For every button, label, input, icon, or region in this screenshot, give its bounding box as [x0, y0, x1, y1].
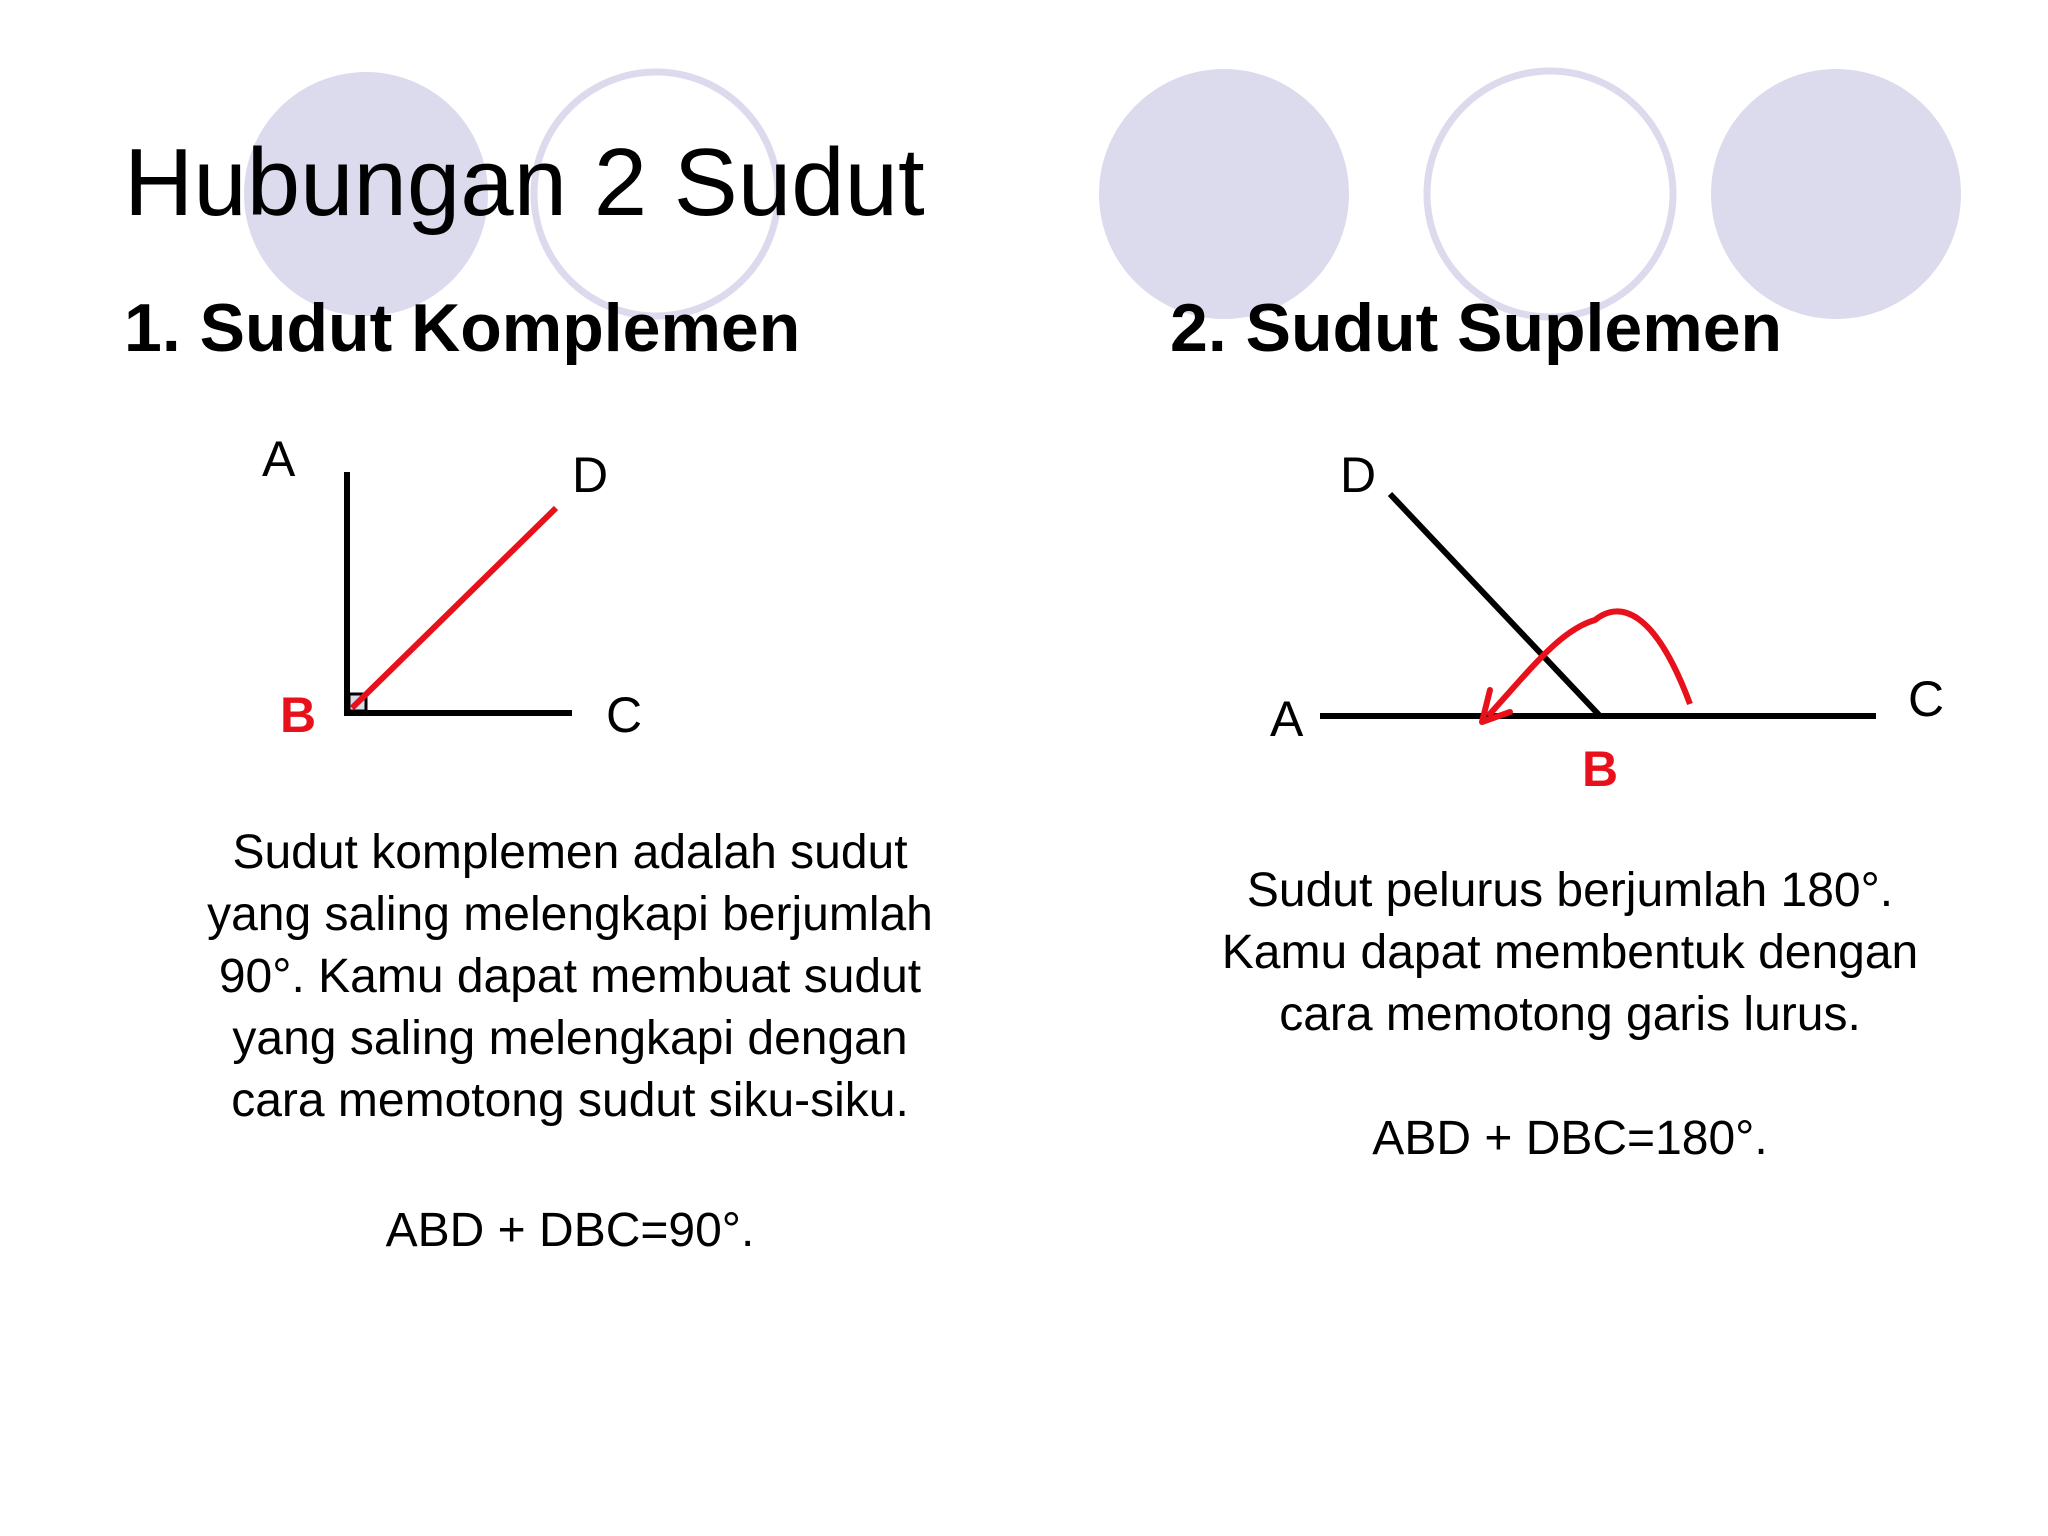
komplemen-diagram — [262, 431, 642, 743]
label-b: B — [280, 687, 317, 743]
komplemen-formula: ABD + DBC=90°. — [385, 1204, 755, 1257]
label-d: D — [572, 447, 609, 503]
ray-bd — [1390, 494, 1600, 716]
heading-sudut-komplemen: 1. Sudut Komplemen — [124, 290, 801, 366]
label-b: B — [1582, 741, 1619, 797]
label-c: C — [1908, 671, 1945, 727]
label-d: D — [1340, 447, 1377, 503]
label-a: A — [262, 431, 296, 487]
komplemen-description: Sudut komplemen adalah sudut yang saling melengkapi berjumlah 90°. Kamu dapat membuat sudut yang saling melengkapi dengan cara memotong sudut siku-siku. — [207, 826, 933, 1127]
label-c: C — [606, 687, 643, 743]
label-a: A — [1270, 691, 1304, 747]
suplemen-formula: ABD + DBC=180°. — [1372, 1112, 1768, 1165]
ray-bd — [352, 508, 556, 708]
heading-sudut-suplemen: 2. Sudut Suplemen — [1170, 290, 1783, 366]
suplemen-description: Sudut pelurus berjumlah 180°. Kamu dapat membentuk dengan cara memotong garis lurus. — [1221, 864, 1919, 1041]
slide-title: Hubungan 2 Sudut — [124, 129, 925, 236]
suplemen-diagram — [1270, 447, 1944, 797]
